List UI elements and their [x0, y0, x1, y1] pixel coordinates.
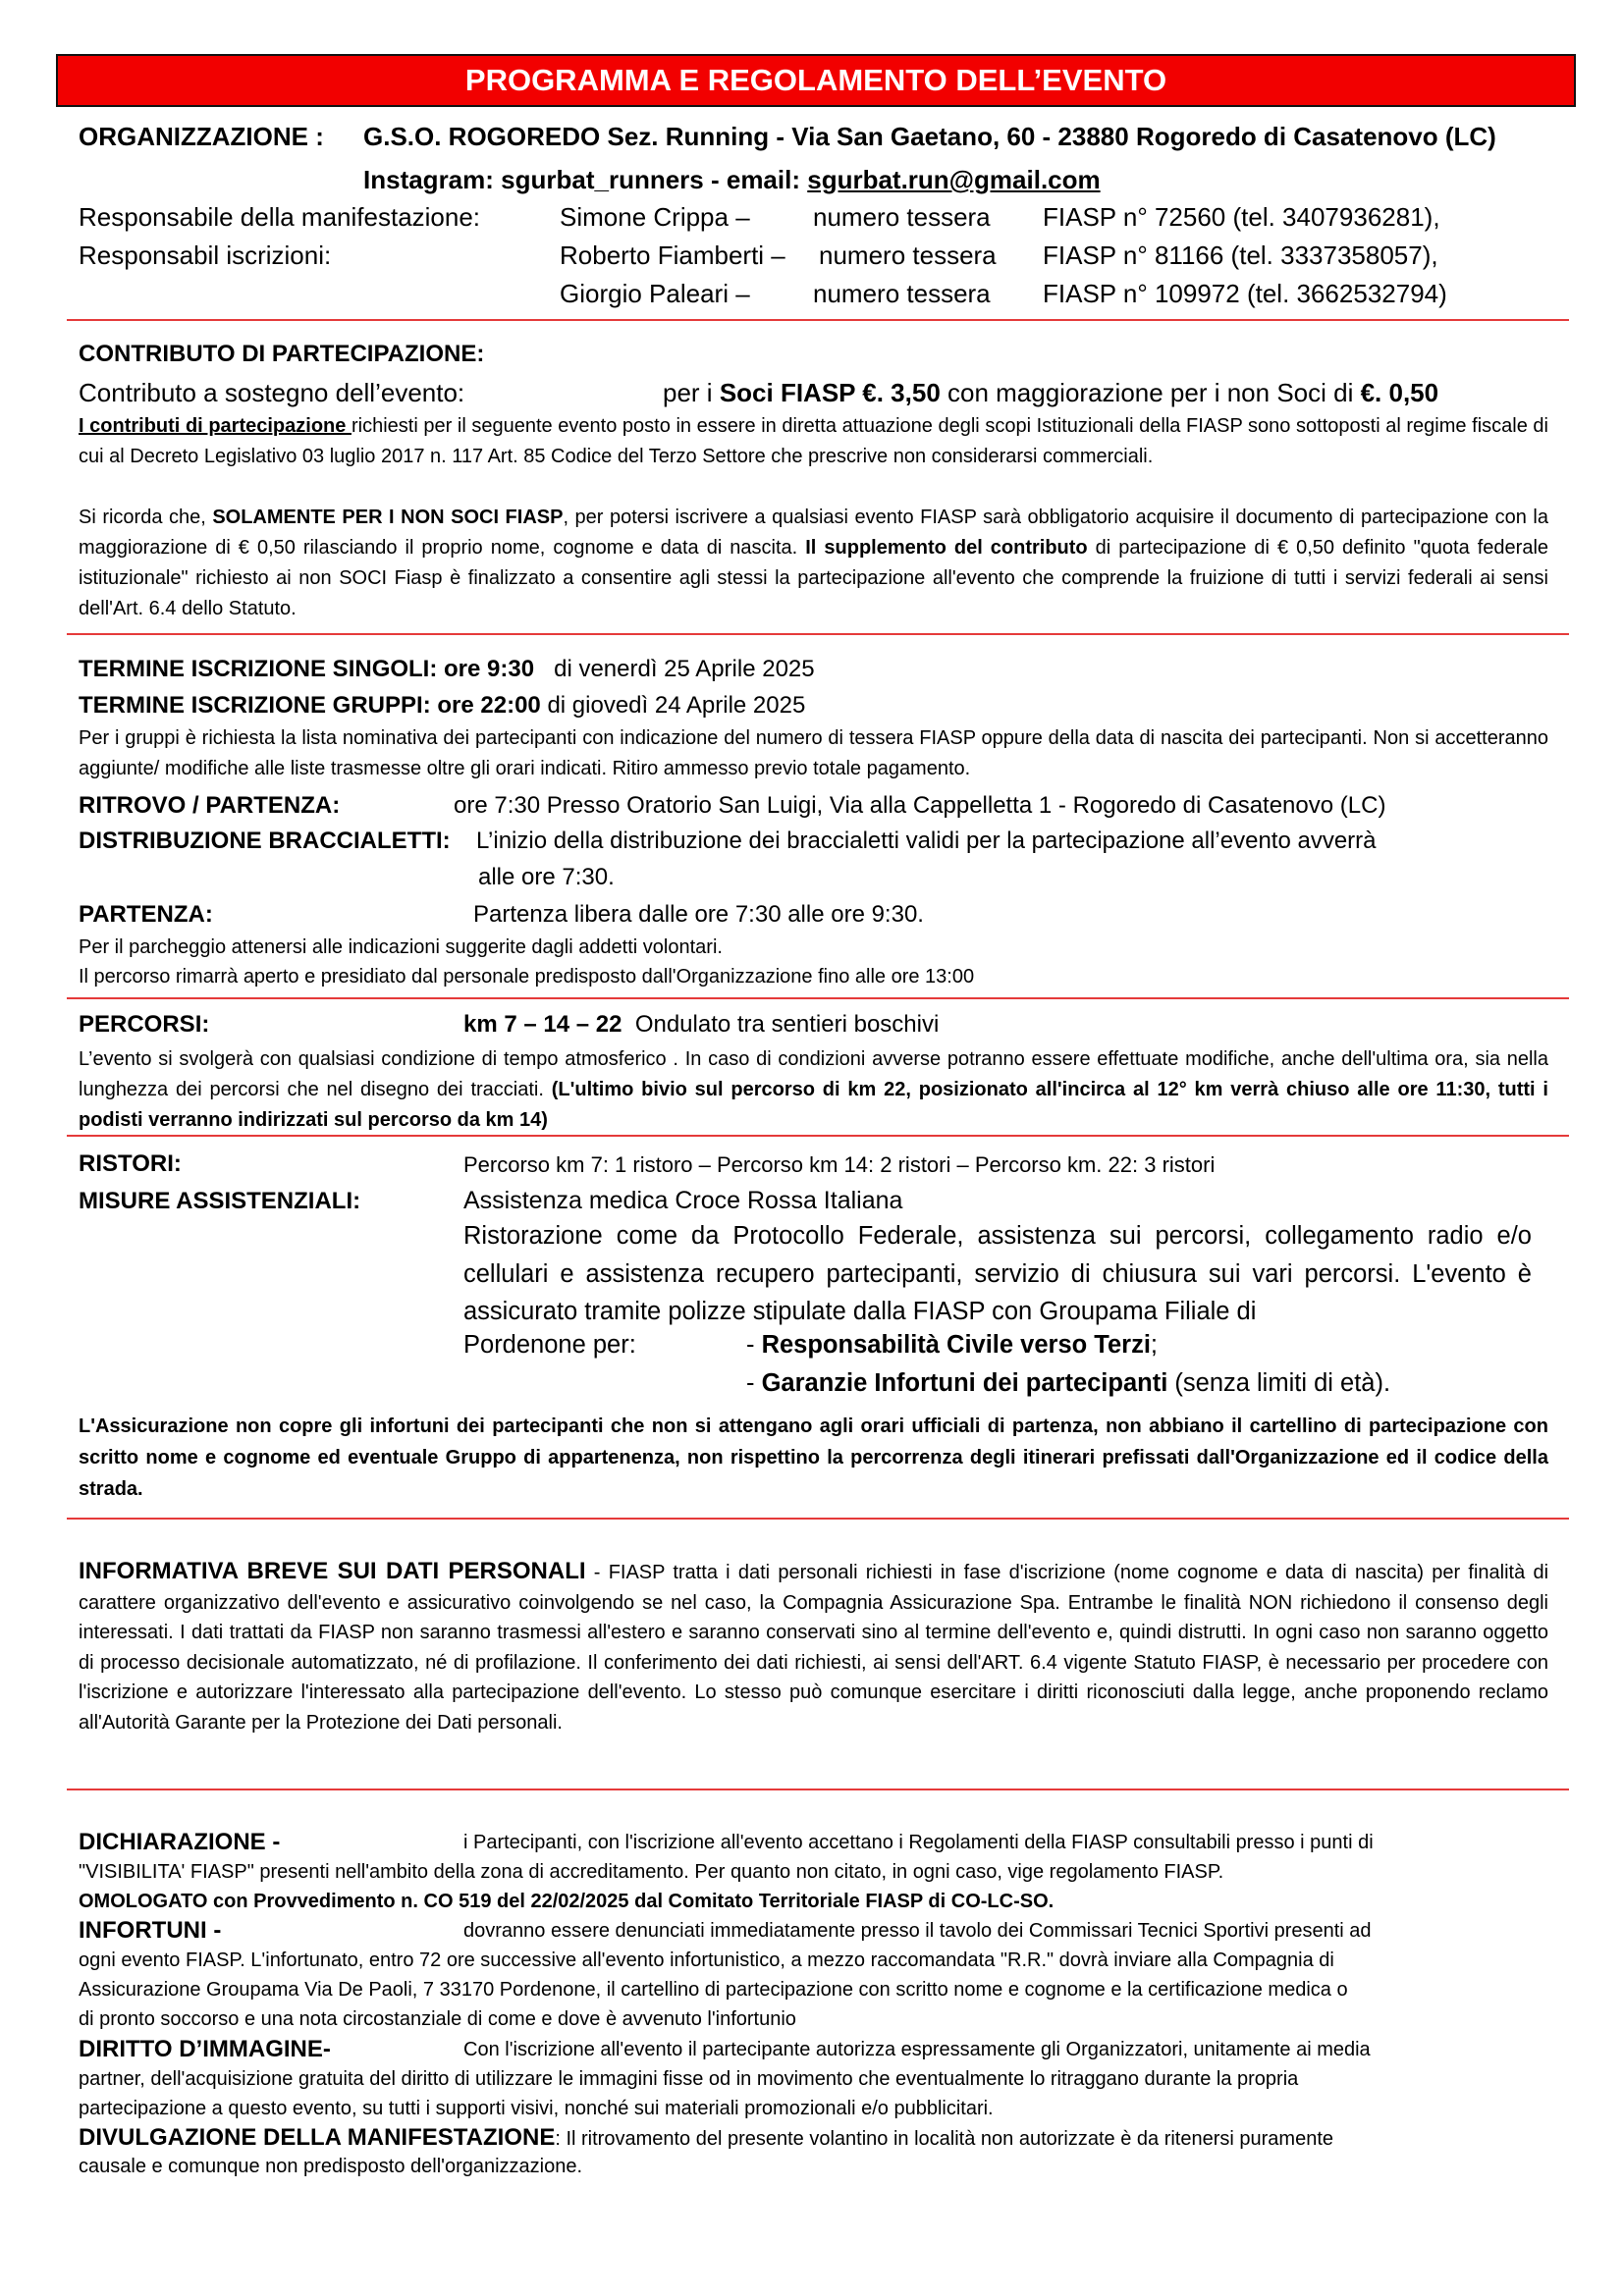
section-divider [67, 633, 1569, 635]
fiasp-number: FIASP n° 109972 (tel. 3662532794) [1043, 279, 1447, 308]
fiasp-number: FIASP n° 72560 (tel. 3407936281), [1043, 202, 1440, 232]
tessera-label: numero tessera [813, 202, 991, 232]
contributo-value: per i Soci FIASP €. 3,50 con maggiorazione per i non Soci di €. 0,50 [663, 378, 1439, 407]
ristori-value: Percorso km 7: 1 ristoro – Percorso km 14: 2 ristori – Percorso km. 22: 3 ristori [463, 1152, 1216, 1177]
page-title: PROGRAMMA E REGOLAMENTO DELL’EVENTO [56, 54, 1576, 107]
infortuni-label: INFORTUNI - [79, 1917, 222, 1944]
infortuni-text-2: ogni evento FIASP. L'infortunato, entro 72 ore successive all'evento infortunistico, a mezzo raccomandata "R.R." dovrà inviare alla Compagnia di [79, 1949, 1334, 1971]
responsabile-name: Giorgio Paleari – [560, 279, 750, 308]
contributo-label: Contributo a sostegno dell’evento: [79, 378, 465, 407]
divulgazione-line-1: DIVULGAZIONE DELLA MANIFESTAZIONE: Il ritrovamento del presente volantino in località non autorizzate è da ritenersi puramente [79, 2124, 1333, 2151]
misure-assistenza-medica: Assistenza medica Croce Rossa Italiana [463, 1187, 903, 1214]
responsabile-manifestazione-label: Responsabile della manifestazione: [79, 202, 481, 232]
assicurazione-note: L'Assicurazione non copre gli infortuni dei partecipanti che non si attengano agli orari ufficiali di partenza, non abbiano il cartellino di partecipazione con scritto nome e cognome ed eventuale Gruppo di appartenenza, non rispettino la percorrenza degli itinerari prefissati dall'Organizzazione ed il codice della strada. [79, 1415, 1548, 1500]
percorsi-note: L’evento si svolgerà con qualsiasi condizione di tempo atmosferico . In caso di condizioni avverse potranno essere effettuate modifiche, anche dell'ultima ora, sia nella lunghezza dei percorsi che nel disegno dei tracciati. (L'ultimo bivio sul percorso di km 22, posizionato all'incirca al 12° km verrà chiuso alle ore 11:30, tutti i podisti verranno indirizzati sul percorso da km 14) [79, 1048, 1548, 1131]
contributo-heading: CONTRIBUTO DI PARTECIPAZIONE: [79, 341, 485, 367]
omologato-note: OMOLOGATO con Provvedimento n. CO 519 del 22/02/2025 dal Comitato Territoriale FIASP di CO-LC-SO. [79, 1891, 1055, 1912]
gruppi-note: Per i gruppi è richiesta la lista nominativa dei partecipanti con indicazione del numero di tessera FIASP oppure della data di nascita dei partecipanti. Non si accetteranno aggiunte/ modifiche alle liste trasmesse oltre gli orari indicati. Ritiro ammesso previo totale pagamento. [79, 727, 1548, 779]
termine-singoli: TERMINE ISCRIZIONE SINGOLI: ore 9:30 di venerdì 25 Aprile 2025 [79, 656, 815, 682]
section-divider [67, 1518, 1569, 1520]
section-divider [67, 997, 1569, 999]
ristori-label: RISTORI: [79, 1150, 182, 1177]
diritto-immagine-text-3: partecipazione a questo evento, su tutti i supporti visivi, nonché sui materiali promozionali e/o pubblicitari. [79, 2098, 994, 2119]
responsabile-name: Roberto Fiamberti – [560, 240, 785, 270]
tessera-label: numero tessera [813, 279, 991, 308]
contributo-paragraph-1: I contributi di partecipazione richiesti per il seguente evento posto in essere in diretta attuazione degli scopi Istituzionali della FIASP sono sottoposti al regime fiscale di cui al Decreto Legislativo 03 luglio 2017 n. 117 Art. 85 Codice del Terzo Settore che prescrive non considerarsi commerciali. [79, 415, 1548, 467]
percorsi-label: PERCORSI: [79, 1011, 210, 1038]
partenza-label: PARTENZA: [79, 901, 213, 928]
distribuzione-value: L’inizio della distribuzione dei braccialetti validi per la partecipazione all’evento avverrà [476, 828, 1377, 854]
fiasp-number: FIASP n° 81166 (tel. 3337358057), [1043, 240, 1438, 270]
misure-label: MISURE ASSISTENZIALI: [79, 1188, 361, 1214]
misure-pordenone: Pordenone per: [463, 1331, 636, 1359]
responsabili-iscrizioni-label: Responsabil iscrizioni: [79, 240, 332, 270]
termine-gruppi: TERMINE ISCRIZIONE GRUPPI: ore 22:00 di giovedì 24 Aprile 2025 [79, 692, 806, 719]
percorso-aperto-note: Il percorso rimarrà aperto e presidiato dal personale predisposto dall'Organizzazione fino alle ore 13:00 [79, 966, 975, 988]
parcheggio-note: Per il parcheggio attenersi alle indicazioni suggerite dagli addetti volontari. [79, 936, 723, 958]
garanzie-infortuni: - Garanzie Infortuni dei partecipanti (senza limiti di età). [746, 1369, 1391, 1397]
section-divider [67, 1789, 1569, 1790]
instagram-text: Instagram: sgurbat_runners - email: [363, 165, 808, 194]
dichiarazione-label: DICHIARAZIONE - [79, 1829, 281, 1855]
contributo-paragraph-2: Si ricorda che, SOLAMENTE PER I NON SOCI FIASP, per potersi iscrivere a qualsiasi evento FIASP sarà obbligatorio acquisire il documento di partecipazione con la maggiorazione di € 0,50 rilasciando il proprio nome, cognome e data di nascita. Il supplemento del contributo di partecipazione di € 0,50 definito "quota federale istituzionale" richiesto ai non SOCI Fiasp è finalizzato a consentire agli stessi la partecipazione all'evento che comprende la fruizione di tutti i servizi federali ai sensi dell'Art. 6.4 dello Statuto. [79, 507, 1549, 619]
email-link[interactable]: sgurbat.run@gmail.com [807, 165, 1101, 194]
tessera-label: numero tessera [819, 240, 997, 270]
contact-line [363, 165, 1101, 195]
informativa-dati-personali: INFORMATIVA BREVE SUI DATI PERSONALI - FIASP tratta i dati personali richiesti in fase d'iscrizione (nome cognome e data di nascita) per finalità di carattere organizzativo dell'evento e assicurativo coinvolgendo se nel caso, la Compagnia Assicurazione Spa. Entrambe le finalità NON richiedono il consenso degli interessati. I dati trattati da FIASP non saranno trasmessi all'estero e saranno conservati sino al termine dell'evento e, quindi distrutti. In ogni caso non saranno oggetto di processo decisionale automatizzato, né di profilazione. Il conferimento dei dati richiesti, ai sensi dell'ART. 6.4 vigente Statuto FIASP, è necessario per procedere con l'iscrizione e autorizzare l'interessato alla partecipazione dell'evento. Lo stesso può comunque esercitare i diritti riconosciuti dalla legge, anche proponendo reclamo all'Autorità Garante per la Protezione dei Dati personali. [79, 1558, 1549, 1734]
diritto-immagine-label: DIRITTO D’IMMAGINE- [79, 2036, 331, 2062]
diritto-immagine-text-1: Con l'iscrizione all'evento il partecipante autorizza espressamente gli Organizzatori, unitamente ai media [463, 2039, 1371, 2060]
dichiarazione-text-2: "VISIBILITA' FIASP" presenti nell'ambito della zona di accreditamento. Per quanto non citato, in ogni caso, vige regolamento FIASP. [79, 1861, 1224, 1883]
partenza-value: Partenza libera dalle ore 7:30 alle ore 9:30. [473, 901, 924, 928]
ritrovo-label: RITROVO / PARTENZA: [79, 792, 341, 819]
infortuni-text-1: dovranno essere denunciati immediatamente presso il tavolo dei Commissari Tecnici Sportivi presenti ad [463, 1920, 1372, 1942]
section-divider [67, 319, 1569, 321]
infortuni-text-4: di pronto soccorso e una nota circostanziale di come e dove è avvenuto l'infortunio [79, 2008, 796, 2030]
dichiarazione-text-1: i Partecipanti, con l'iscrizione all'evento accettano i Regolamenti della FIASP consultabili presso i punti di [463, 1832, 1374, 1853]
section-divider [67, 1135, 1569, 1137]
distribuzione-label: DISTRIBUZIONE BRACCIALETTI: [79, 828, 451, 854]
ritrovo-value: ore 7:30 Presso Oratorio San Luigi, Via alla Cappelletta 1 - Rogoredo di Casatenovo (LC) [454, 792, 1386, 819]
divulgazione-line-2: causale e comunque non predisposto dell'organizzazione. [79, 2156, 583, 2177]
misure-ristorazione: Ristorazione come da Protocollo Federale, assistenza sui percorsi, collegamento radio e/o cellulari e assistenza recupero partecipanti, servizio di chiusura sui vari percorsi. L'evento è assicurato tramite polizze stipulate dalla FIASP con Groupama Filiale di [463, 1222, 1532, 1325]
responsabile-name: Simone Crippa – [560, 202, 750, 232]
distribuzione-value-2: alle ore 7:30. [478, 864, 615, 890]
organizzazione-label: ORGANIZZAZIONE : [79, 122, 324, 151]
organizzazione-value: G.S.O. ROGOREDO Sez. Running - Via San Gaetano, 60 - 23880 Rogoredo di Casatenovo (LC) [363, 122, 1496, 151]
percorsi-value: km 7 – 14 – 22 Ondulato tra sentieri boschivi [463, 1011, 940, 1038]
responsabilita-civile: - Responsabilità Civile verso Terzi; [746, 1331, 1159, 1359]
infortuni-text-3: Assicurazione Groupama Via De Paoli, 7 33170 Pordenone, il cartellino di partecipazione con scritto nome e cognome e la certificazione medica o [79, 1979, 1348, 2001]
diritto-immagine-text-2: partner, dell'acquisizione gratuita del diritto di utilizzare le immagini fisse od in movimento che eventualmente lo ritraggano durante la propria [79, 2068, 1299, 2090]
